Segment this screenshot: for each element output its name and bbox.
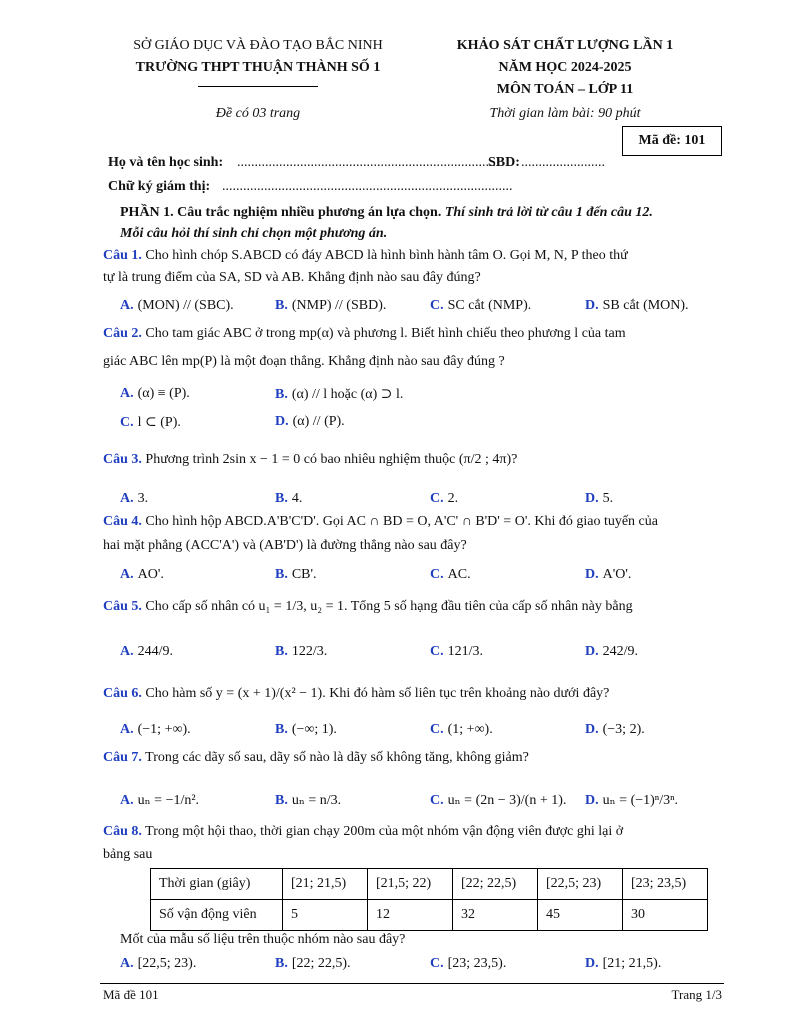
- q7-option-b[interactable]: B. uₙ = n/3.: [275, 793, 342, 808]
- q4-option-d[interactable]: D. A'O'.: [585, 567, 632, 582]
- q1-option-c[interactable]: C. SC cắt (NMP).: [430, 298, 532, 313]
- question-4-text: Cho hình hộp ABCD.A'B'C'D'. Gọi AC ∩ BD = O, A'C' ∩ B'D' = O'. Khi đó giao tuyến của: [145, 514, 658, 529]
- q6-option-d[interactable]: D. (−3; 2).: [585, 722, 645, 737]
- question-8-text-cont: bảng sau: [103, 847, 153, 862]
- q3-option-a[interactable]: A. 3.: [120, 491, 149, 506]
- header-divider: [198, 86, 318, 87]
- q8-option-b[interactable]: B. [22; 22,5).: [275, 956, 351, 971]
- sbd-label: SBD:: [488, 155, 520, 170]
- q1-option-a[interactable]: A. (MON) // (SBC).: [120, 298, 234, 313]
- proctor-sign-field[interactable]: ...................................................................................: [222, 179, 513, 194]
- table-cell: [22,5; 23): [538, 869, 623, 900]
- proctor-sign-label: Chữ ký giám thị:: [108, 179, 211, 194]
- q7-option-d[interactable]: D. uₙ = (−1)ⁿ/3ⁿ.: [585, 793, 679, 808]
- student-name-label: Họ và tên học sinh:: [108, 155, 224, 170]
- q2-option-c[interactable]: C. l ⊂ (P).: [120, 415, 181, 430]
- school-name: TRƯỜNG THPT THUẬN THÀNH SỐ 1: [135, 60, 381, 75]
- q7-option-a[interactable]: A. uₙ = −1/n².: [120, 793, 200, 808]
- q2-option-a[interactable]: A. (α) ≡ (P).: [120, 386, 190, 401]
- q7-option-c[interactable]: C. uₙ = (2n − 3)/(n + 1).: [430, 793, 567, 808]
- q5-option-a[interactable]: A. 244/9.: [120, 644, 174, 659]
- question-3-label: Câu 3.: [103, 452, 142, 467]
- q5-option-b[interactable]: B. 122/3.: [275, 644, 328, 659]
- footer-exam-code: Mã đề 101: [103, 987, 159, 1002]
- q2-option-b[interactable]: B. (α) // l hoặc (α) ⊃ l.: [275, 387, 404, 402]
- q5-option-c[interactable]: C. 121/3.: [430, 644, 484, 659]
- q8-option-c[interactable]: C. [23; 23,5).: [430, 956, 507, 971]
- question-2-text: Cho tam giác ABC ở trong mp(α) và phương l. Biết hình chiếu theo phương l của tam: [145, 326, 626, 341]
- school-year: NĂM HỌC 2024-2025: [498, 60, 632, 75]
- question-5-text: Cho cấp số nhân có u₁ = 1/3, u₂ = 1. Tổng 5 số hạng đầu tiên của cấp số nhân này bằng: [145, 599, 633, 614]
- table-cell: [21; 21,5): [283, 869, 368, 900]
- question-6-text: Cho hàm số y = (x + 1)/(x² − 1). Khi đó hàm số liên tục trên khoảng nào dưới đây?: [145, 686, 610, 701]
- question-8-text-end: Mốt của mẫu số liệu trên thuộc nhóm nào sau đây?: [120, 932, 406, 947]
- table-cell: [21,5; 22): [368, 869, 453, 900]
- table-cell: 30: [623, 900, 708, 931]
- question-4-label: Câu 4.: [103, 514, 142, 529]
- question-5-label: Câu 5.: [103, 599, 142, 614]
- table-cell: [22; 22,5): [453, 869, 538, 900]
- question-7-label: Câu 7.: [103, 750, 142, 765]
- question-6: [103, 686, 609, 702]
- q6-option-c[interactable]: C. (1; +∞).: [430, 722, 493, 737]
- q6-option-b[interactable]: B. (−∞; 1).: [275, 722, 337, 737]
- footer-page-number: Trang 1/3: [671, 987, 722, 1002]
- time-note: Thời gian làm bài: 90 phút: [489, 106, 641, 121]
- q5-option-d[interactable]: D. 242/9.: [585, 644, 639, 659]
- q3-option-d[interactable]: D. 5.: [585, 491, 614, 506]
- question-4-text-cont: hai mặt phẳng (ACC'A') và (AB'D') là đường thẳng nào sau đây?: [103, 538, 467, 553]
- table-cell: 5: [283, 900, 368, 931]
- part1-instruction-a: Thí sinh trả lời từ câu 1 đến câu 12.: [444, 205, 653, 220]
- q4-option-c[interactable]: C. AC.: [430, 567, 471, 582]
- footer-divider: [100, 983, 724, 984]
- q4-option-a[interactable]: A. AO'.: [120, 567, 164, 582]
- question-8-text: Trong một hội thao, thời gian chạy 200m của một nhóm vận động viên được ghi lại ở: [145, 824, 624, 839]
- part1-title: PHẦN 1. Câu trắc nghiệm nhiều phương án lựa chọn.: [120, 205, 442, 220]
- question-3-text: Phương trình 2sin x − 1 = 0 có bao nhiêu nghiệm thuộc (π/2 ; 4π)?: [145, 452, 518, 467]
- question-2-label: Câu 2.: [103, 326, 142, 341]
- q8-option-d[interactable]: D. [21; 21,5).: [585, 956, 662, 971]
- frequency-table: [150, 868, 708, 931]
- question-4: [103, 514, 658, 530]
- department-name: SỞ GIÁO DỤC VÀ ĐÀO TẠO BẮC NINH: [133, 38, 383, 53]
- question-8: [103, 824, 623, 840]
- part1-instruction-b: Mỗi câu hỏi thí sinh chỉ chọn một phương án.: [120, 226, 388, 241]
- question-7-text: Trong các dãy số sau, dãy số nào là dãy số không tăng, không giảm?: [145, 750, 529, 765]
- table-cell: 32: [453, 900, 538, 931]
- question-3: [103, 452, 517, 468]
- table-row: [151, 900, 708, 931]
- question-7: [103, 750, 529, 766]
- q8-option-a[interactable]: A. [22,5; 23).: [120, 956, 197, 971]
- question-5: [103, 599, 633, 615]
- question-2: [103, 326, 626, 342]
- question-2-text-cont: giác ABC lên mp(P) là một đoạn thẳng. Khẳng định nào sau đây đúng ?: [103, 354, 505, 369]
- table-cell: 45: [538, 900, 623, 931]
- table-head-count: Số vận động viên: [151, 900, 283, 931]
- question-8-label: Câu 8.: [103, 824, 142, 839]
- question-1-text: Cho hình chóp S.ABCD có đáy ABCD là hình bình hành tâm O. Gọi M, N, P theo thứ: [145, 248, 628, 263]
- q2-option-d[interactable]: D. (α) // (P).: [275, 414, 345, 429]
- pages-note: Đề có 03 trang: [215, 106, 301, 121]
- q6-option-a[interactable]: A. (−1; +∞).: [120, 722, 191, 737]
- question-1-text-cont: tự là trung điểm của SA, SD và AB. Khẳng định nào sau đây đúng?: [103, 270, 481, 285]
- q4-option-b[interactable]: B. CB'.: [275, 567, 317, 582]
- table-cell: 12: [368, 900, 453, 931]
- exam-title: KHẢO SÁT CHẤT LƯỢNG LẦN 1: [456, 38, 674, 53]
- question-1-label: Câu 1.: [103, 248, 142, 263]
- q1-option-b[interactable]: B. (NMP) // (SBD).: [275, 298, 387, 313]
- part1-heading: [120, 205, 653, 221]
- q3-option-b[interactable]: B. 4.: [275, 491, 303, 506]
- exam-code-box: Mã đề: 101: [622, 126, 722, 156]
- question-1: [103, 248, 628, 264]
- table-cell: [23; 23,5): [623, 869, 708, 900]
- sbd-field[interactable]: ........................: [521, 155, 605, 170]
- table-head-time: Thời gian (giây): [151, 869, 283, 900]
- q3-option-c[interactable]: C. 2.: [430, 491, 459, 506]
- subject: MÔN TOÁN – LỚP 11: [496, 82, 634, 97]
- q1-option-d[interactable]: D. SB cắt (MON).: [585, 298, 689, 313]
- question-6-label: Câu 6.: [103, 686, 142, 701]
- student-name-field[interactable]: ..........................................................................: [237, 155, 496, 170]
- table-row: [151, 869, 708, 900]
